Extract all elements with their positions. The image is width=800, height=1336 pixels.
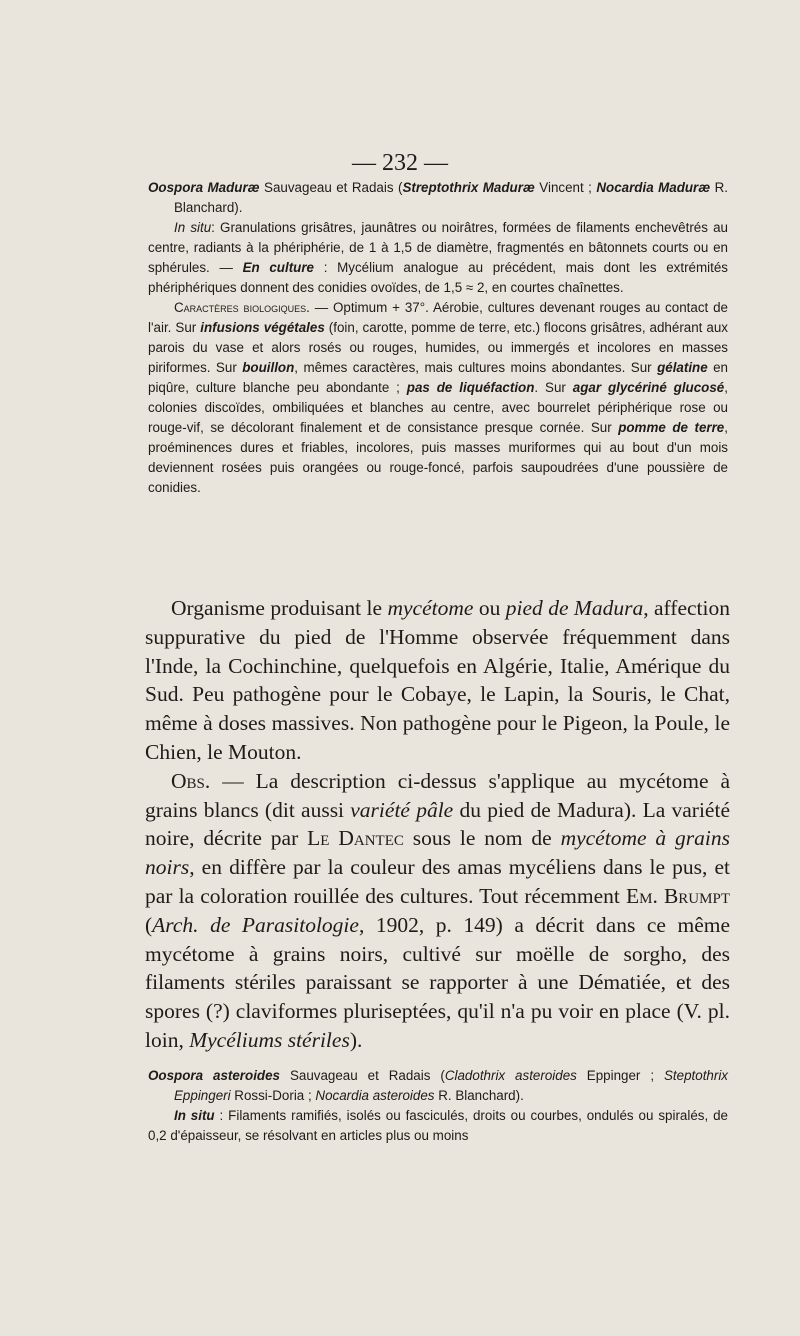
entry1-synonym-1-author: Vincent ; <box>534 180 597 195</box>
page-number: — 232 — <box>352 150 448 176</box>
entry1-bio-text-2: (foin, carotte, pomme de terre, etc.) flocons grisâtres, adhérant aux parois du vase et alors rosés ou rouges, humides, ou immergés et incolores en masses piriformes. Sur <box>148 320 728 375</box>
main-obs-d: , en diffère par la couleur des amas mycéliens dans le pus, et par la coloration rouillée des cultures. Tout récemment <box>145 855 730 908</box>
entry1-synonym-2-author: R. Blanchard). <box>174 180 729 215</box>
entry1-biology <box>148 298 728 498</box>
main-obs-mycetome-grains-noirs: mycétome à grains noirs <box>145 826 730 880</box>
main-p1-pied-de-madura: pied de Madura <box>505 596 644 620</box>
main-paragraph-obs <box>145 767 730 1055</box>
entry-oospora-asteroides <box>148 1066 728 1146</box>
entry-oospora-madurae <box>148 178 728 498</box>
entry2-synonym-3: Nocardia asteroides <box>315 1088 435 1103</box>
entry1-genus: Oospora Maduræ <box>148 180 260 195</box>
main-paragraph-organisme <box>145 594 730 767</box>
main-obs-a: — La description ci-dessus s'applique au mycétome à grains blancs (dit aussi <box>145 768 730 822</box>
entry1-insitu-text: : Granulations grisâtres, jaunâtres ou noirâtres, formées de filaments enchevêtrés au centre, radiants à la phériphérie, de 1 à 1,5 de diamètre, fragmentés en bâtonnets courts ou en sphérules. — <box>148 220 728 275</box>
entry1-bio-pas-liquefaction: pas de liquéfaction <box>406 380 535 395</box>
main-p1-a: Organisme produisant le <box>171 596 388 620</box>
main-p1-c: , affection suppurative du pied de l'Homme observée fréquemment dans l'Inde, la Cochinchine, quelquefois en Algérie, Italie, Amérique du Sud. Peu pathogène pour le Cobaye, le Lapin, la Souris, le Chat, même à doses massives. Non pathogène pour le Pigeon, la Poule, le Chien, le Mouton. <box>145 596 730 764</box>
main-obs-e: ( <box>145 912 153 937</box>
entry1-description <box>148 218 728 298</box>
entry1-bio-bouillon: bouillon <box>242 360 295 375</box>
entry1-bio-infusions: infusions végétales <box>200 320 325 335</box>
entry2-synonym-1-author: Eppinger ; <box>576 1068 664 1083</box>
main-p1-b: ou <box>473 596 506 620</box>
entry2-heading <box>148 1066 728 1106</box>
main-p1-mycetome: mycétome <box>387 596 474 620</box>
entry2-genus: Oospora asteroides <box>148 1068 280 1083</box>
main-obs-g: ). <box>349 1027 363 1052</box>
entry1-culture-text: : Mycélium analogue au précédent, mais dont les extrémités phériphériques donnent des conidies ovoïdes, de 1,5 ≈ 2, en courtes chaînettes. <box>148 260 728 295</box>
entry2-insitu-text: : Filaments ramifiés, isolés ou fasciculés, droits ou courbes, ondulés ou spiralés, de 0,2 d'épaisseur, se résolvant en articles plus ou moins <box>148 1108 728 1143</box>
entry1-bio-text-5: . Sur <box>534 380 573 395</box>
entry1-bio-text-6: , colonies discoïdes, ombiliquées et blanches au centre, avec bourrelet périphérique rose ou rouge-vif, se décolorant finalement et de consistance presque cornée. Sur <box>148 380 728 435</box>
entry1-bio-label: Caractères biologiques. <box>174 300 310 315</box>
main-obs-le-dantec: Le Dantec <box>307 826 404 851</box>
entry1-bio-text-3: , mêmes caractères, mais cultures moins abondantes. Sur <box>294 360 658 375</box>
entry1-synonym-1: Streptothrix Maduræ <box>402 180 535 195</box>
entry2-synonym-1: Cladothrix asteroides <box>444 1068 577 1083</box>
main-obs-myceliums-steriles: Mycéliums stériles <box>189 1027 350 1052</box>
main-obs-brumpt: Em. Brumpt <box>626 883 730 908</box>
entry2-synonym-2: Steptothrix Eppingeri <box>174 1068 728 1103</box>
entry1-culture-label: En culture <box>242 260 315 275</box>
entry1-bio-pomme: pomme de terre <box>618 420 725 435</box>
main-obs-b: du pied de Madura). La variété noire, décrite par <box>145 797 730 851</box>
entry1-insitu-label: In situ <box>174 220 212 235</box>
entry1-bio-agar: agar glycériné glucosé <box>572 380 725 395</box>
entry1-bio-text-1: — Optimum + 37°. Aérobie, cultures devenant rouges au contact de l'air. Sur <box>148 300 729 335</box>
main-obs-variete-pale: variété pâle <box>350 797 454 822</box>
entry1-authors: Sauvageau et Radais ( <box>259 180 403 195</box>
entry1-heading <box>148 178 728 218</box>
entry1-bio-gelatine: gélatine <box>657 360 708 375</box>
entry2-synonym-3-author: R. Blanchard). <box>434 1088 524 1103</box>
entry2-authors: Sauvageau et Radais ( <box>280 1068 445 1083</box>
main-obs-arch-parasitologie: Arch. de Parasitologie <box>152 912 359 937</box>
main-obs-label: Obs. <box>171 768 211 793</box>
entry1-bio-text-7: , proéminences dures et friables, incolores, puis masses muriformes qui au bout d'un mois deviennent rosées puis orangées ou rouge-foncé, parfois saupoudrées d'une poussière de conidies. <box>148 420 728 495</box>
main-obs-f: , 1902, p. 149) a décrit dans ce même mycétome à grains noirs, cultivé sur moëlle de sorgho, des filaments stériles paraissant se rapporter à une Dématiée, et des spores (?) claviformes pluriseptées, qu'il n'a pu voir en place (V. pl. loin, <box>145 912 730 1052</box>
entry2-description <box>148 1106 728 1146</box>
entry1-synonym-2: Nocardia Maduræ <box>596 180 711 195</box>
main-text <box>145 594 730 1055</box>
main-obs-c: sous le nom de <box>403 826 561 851</box>
entry2-synonym-2-author: Rossi-Doria ; <box>230 1088 316 1103</box>
entry1-bio-text-4: en piqûre, culture blanche peu abondante ; <box>148 360 729 395</box>
entry2-insitu-label: In situ <box>174 1108 215 1123</box>
